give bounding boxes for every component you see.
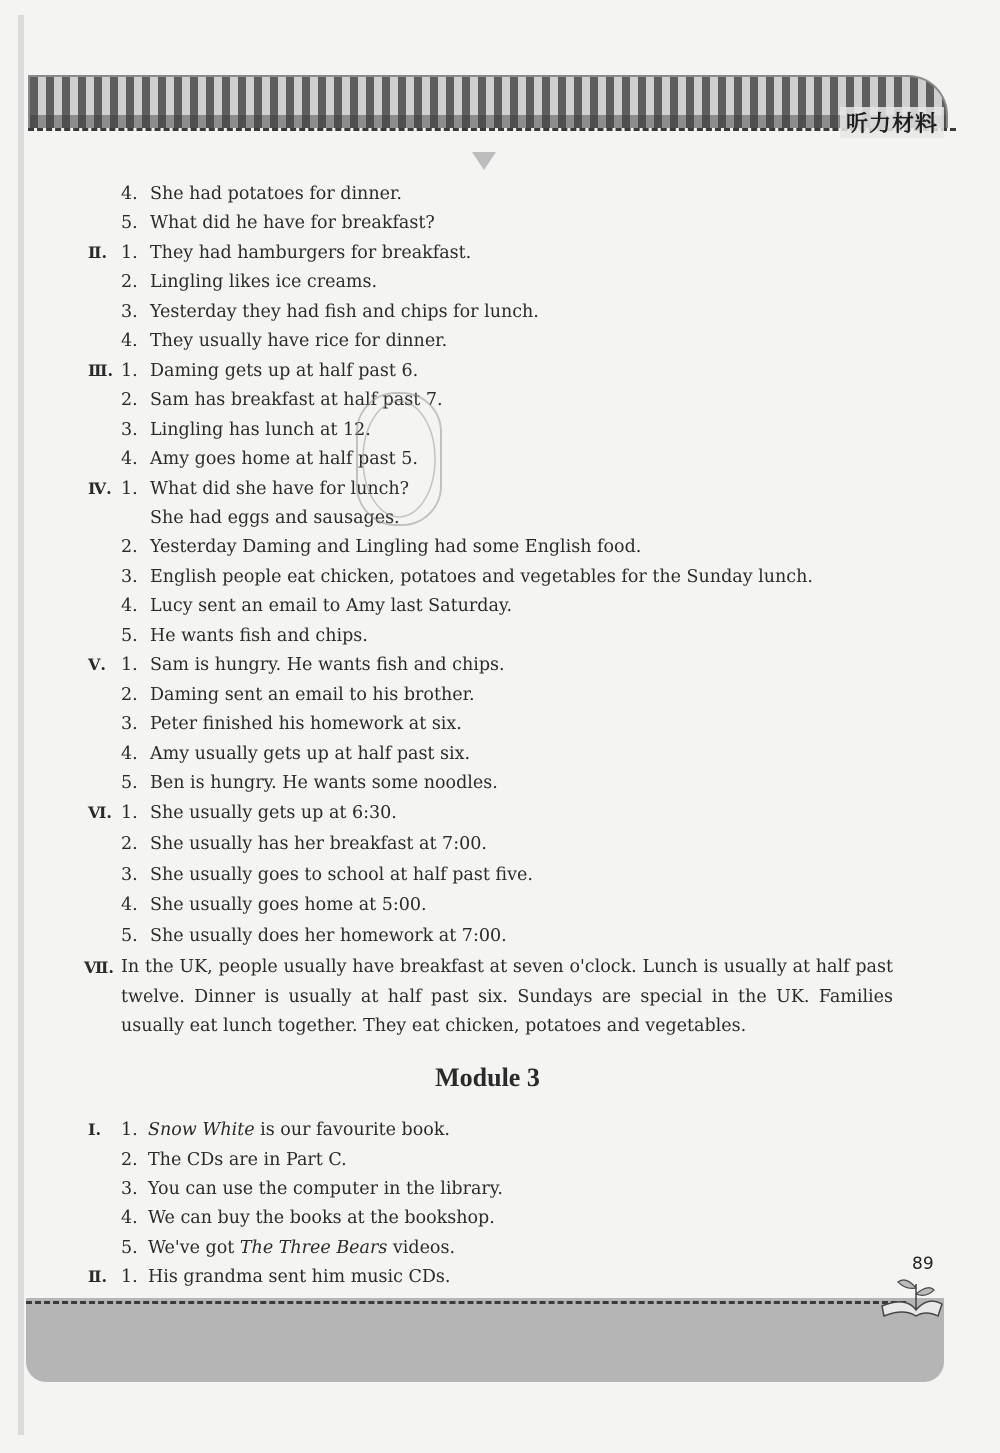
list-item: She had potatoes for dinner. bbox=[150, 184, 402, 204]
book-leaf-icon bbox=[876, 1266, 946, 1322]
list-item: She usually goes to school at half past five. bbox=[150, 865, 533, 885]
item-number: 3. bbox=[121, 567, 138, 587]
item-number: 1. bbox=[121, 479, 138, 499]
video-title: The Three Bears bbox=[239, 1238, 388, 1258]
item-number: 1. bbox=[121, 1267, 138, 1287]
list-item: Yesterday they had fish and chips for lunch. bbox=[150, 302, 539, 322]
list-item: We can buy the books at the bookshop. bbox=[148, 1208, 495, 1228]
list-item: The CDs are in Part C. bbox=[148, 1150, 347, 1170]
section-numeral: Ⅴ. bbox=[88, 655, 106, 674]
list-item: Ben is hungry. He wants some noodles. bbox=[150, 773, 498, 793]
item-number: 4. bbox=[121, 895, 138, 915]
list-item: Amy usually gets up at half past six. bbox=[150, 744, 471, 764]
item-number: 2. bbox=[121, 537, 138, 557]
item-number: 1. bbox=[121, 655, 138, 675]
module-title: Module 3 bbox=[435, 1063, 540, 1092]
list-item: He wants fish and chips. bbox=[150, 626, 368, 646]
footer-dashed-line bbox=[26, 1301, 906, 1304]
item-number: 3. bbox=[121, 865, 138, 885]
item-number: 5. bbox=[121, 626, 138, 646]
paragraph: In the UK, people usually have breakfast at seven o'clock. Lunch is usually at half past twelve. Dinner is usually at half past six. Sundays are special in the UK. Families usually eat lunch together. They eat chicken, potatoes and vegetables. bbox=[121, 957, 893, 1036]
section-numeral: Ⅳ. bbox=[88, 479, 112, 498]
list-item bbox=[148, 1120, 450, 1140]
item-number: 4. bbox=[121, 596, 138, 616]
footer-band bbox=[26, 1298, 944, 1382]
item-number: 1. bbox=[121, 361, 138, 381]
watermark-stamp bbox=[356, 392, 442, 526]
list-item: What did she have for lunch? bbox=[150, 479, 410, 499]
list-item: Yesterday Daming and Lingling had some English food. bbox=[150, 537, 642, 557]
item-number: 2. bbox=[121, 834, 138, 854]
item-number: 3. bbox=[121, 1179, 138, 1199]
list-item: You can use the computer in the library. bbox=[148, 1179, 503, 1199]
header-notch bbox=[472, 152, 496, 170]
list-item: Sam has breakfast at half past 7. bbox=[150, 390, 443, 410]
item-number: 4. bbox=[121, 449, 138, 469]
item-number: 5. bbox=[121, 773, 138, 793]
item-number: 5. bbox=[121, 213, 138, 233]
list-item bbox=[148, 1238, 455, 1258]
list-item: Peter finished his homework at six. bbox=[150, 714, 462, 734]
list-item: Lucy sent an email to Amy last Saturday. bbox=[150, 596, 513, 616]
book-title: Snow White bbox=[148, 1120, 255, 1140]
list-item: Daming gets up at half past 6. bbox=[150, 361, 419, 381]
item-number: 2. bbox=[121, 685, 138, 705]
page-number: 89 bbox=[912, 1254, 934, 1274]
list-item: Lingling likes ice creams. bbox=[150, 272, 378, 292]
list-item-pre: We've got bbox=[148, 1238, 240, 1258]
list-item: She usually goes home at 5:00. bbox=[150, 895, 427, 915]
list-item: English people eat chicken, potatoes and vegetables for the Sunday lunch. bbox=[150, 567, 813, 587]
section-numeral: Ⅲ. bbox=[88, 361, 114, 380]
list-item: They had hamburgers for breakfast. bbox=[150, 243, 472, 263]
item-number: 5. bbox=[121, 926, 138, 946]
list-item-rest: is our favourite book. bbox=[254, 1120, 450, 1140]
list-item: They usually have rice for dinner. bbox=[150, 331, 448, 351]
list-item: Daming sent an email to his brother. bbox=[150, 685, 475, 705]
item-number: 3. bbox=[121, 420, 138, 440]
item-number: 4. bbox=[121, 744, 138, 764]
section-numeral: Ⅵ. bbox=[88, 803, 112, 822]
item-number: 4. bbox=[121, 1208, 138, 1228]
item-number: 1. bbox=[121, 1120, 138, 1140]
item-number: 2. bbox=[121, 390, 138, 410]
list-item: Amy goes home at half past 5. bbox=[150, 449, 418, 469]
item-number: 3. bbox=[121, 714, 138, 734]
header-title: 听力材料 bbox=[840, 107, 944, 138]
section-numeral: Ⅶ. bbox=[84, 958, 114, 977]
item-number: 2. bbox=[121, 1150, 138, 1170]
list-item: She usually does her homework at 7:00. bbox=[150, 926, 507, 946]
item-number: 1. bbox=[121, 243, 138, 263]
item-number: 4. bbox=[121, 184, 138, 204]
list-item: Sam is hungry. He wants fish and chips. bbox=[150, 655, 505, 675]
list-item: She had eggs and sausages. bbox=[150, 508, 400, 528]
section-numeral: Ⅱ. bbox=[88, 243, 108, 262]
item-number: 2. bbox=[121, 272, 138, 292]
item-number: 3. bbox=[121, 302, 138, 322]
list-item: What did he have for breakfast? bbox=[150, 213, 435, 233]
list-item: Lingling has lunch at 12. bbox=[150, 420, 371, 440]
list-item: She usually gets up at 6:30. bbox=[150, 803, 397, 823]
section-numeral: Ⅰ. bbox=[88, 1120, 102, 1139]
list-item-rest: videos. bbox=[387, 1238, 456, 1258]
list-item: His grandma sent him music CDs. bbox=[148, 1267, 451, 1287]
item-number: 4. bbox=[121, 331, 138, 351]
item-number: 1. bbox=[121, 803, 138, 823]
list-item: She usually has her breakfast at 7:00. bbox=[150, 834, 487, 854]
section-numeral: Ⅱ. bbox=[88, 1267, 108, 1286]
item-number: 5. bbox=[121, 1238, 138, 1258]
page-edge bbox=[18, 15, 24, 1435]
